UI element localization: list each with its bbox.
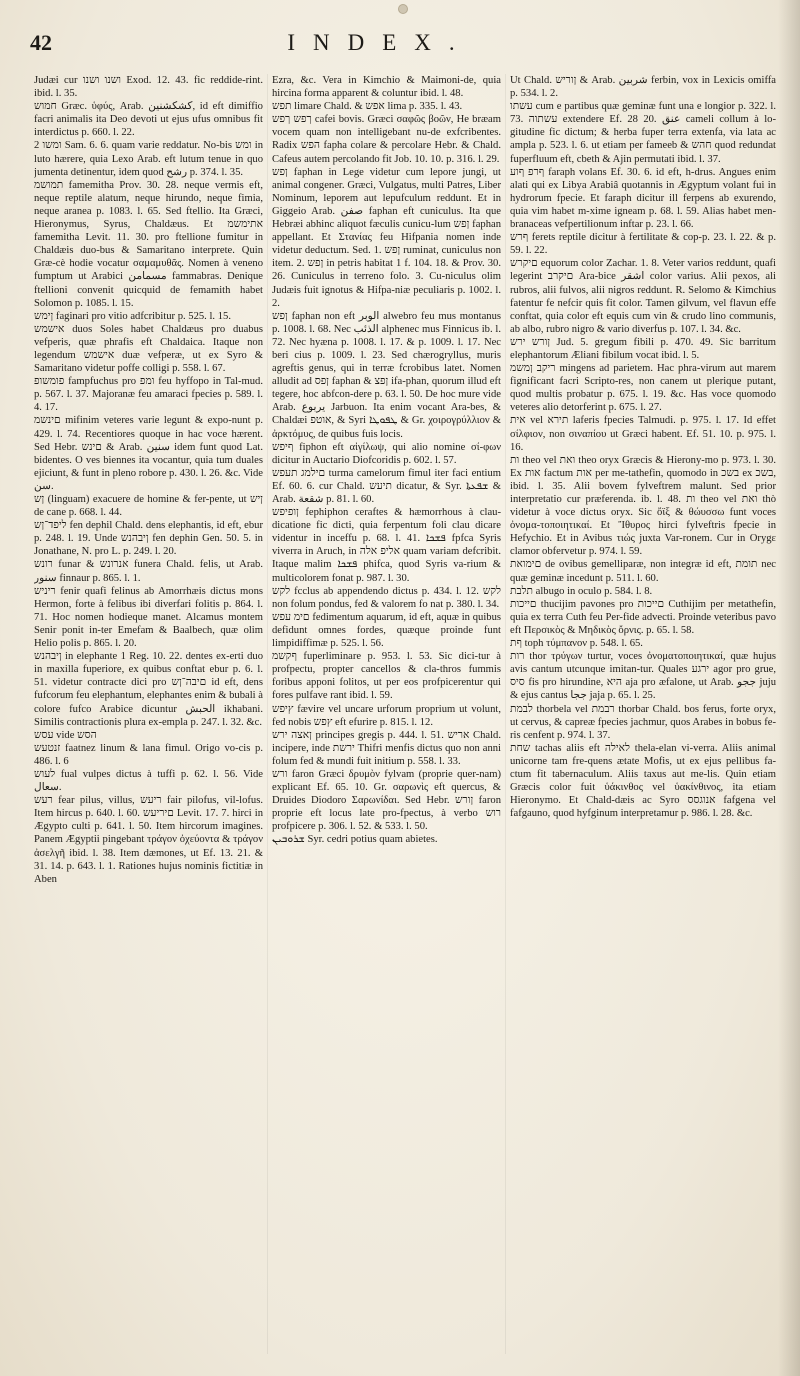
index-entry: ןימש faginari pro vitio adfcribitur p. 525. l. 15. [34, 310, 231, 322]
index-entry: Ezra, &c. Vera in Kimchio & Maimoni-de, quia hircina forma apparent & coluntur ibid. l. 48. [272, 75, 501, 100]
column-divider [267, 74, 268, 1354]
index-entry: ורש faron Græci δρυμὸν fylvam (proprie quer-nam) explicant Ef. 65. 10. Gr. σαρωνὶς eft quercus, & Druides Diodoro Σαρωνίδαι. Sed Hebr. ןורש faron proprie eft locus late pro-fpectus, à verbo רוש profpicere p. 306. l. 52. & 533. l. 50. [272, 768, 501, 833]
page-header [0, 30, 800, 66]
index-entry: םיקרש equorum color Zachar. 1. 8. Veter varios reddunt, quafi legerint םיקרב Ara-bice اشقر color varius. Alii pexos, ali rubros, alii fulvos, alii nigros reddunt. R. Selomo & Kimchius fatentur fe nefcir quis fit color. Tamen gilvum, vel flavun effe conftat, quia color eft equis cum vin & crudo lino communis, ab albo, rubro nigro & vario diverfus p. 107. l. 34. &c. [510, 258, 776, 335]
index-entry: ܫܪܘܒܝܢ Syr. cedri potius quam abietes. [272, 834, 438, 846]
index-entry: עסש vide הסש [34, 729, 97, 741]
index-entry: ריניש fenir quafi felinus ab Amorrhæis dictus mons Hermon, forte à felibus ibi diverfari folitis p. 864. l. 71. Hoc nomen hodieque manet. Alcamus montem Senir ponit in-ter Emefam & Baalbech, quæ olim Helio polis p. 865. l. 20. [34, 585, 263, 650]
index-entry: ןפש faphan in Lege videtur cum lepore jungi, ut animal congener. Græci, Vulgatus, multi Patres, Liber Nominum, leporem aut lepufculum reddunt. Et in Giggeio Arab. صفن faphan eft cuniculus. Ita que Hebræi abhinc aliquot fæculis cunicu-lum ןפש faphan appellant. Et Στανίας feu Hifpania nomen inde videtur deductum. Sed. 1. ןפש ruminat, cuniculus non item. 2. ןפש in petris habitat 1 f. 104. 18. & Prov. 30. 26. Cuniculus in terreno folo. 3. Cu-niculus olim Judæis fuit ignotus & Hifpa-niæ peculiaris p. 1002. l. 2. [272, 166, 501, 309]
index-entry: םילמג תעפש turma camelorum fimul iter faci entium Ef. 60. 6. cur Chald. תיעש dicatur, & Syr. ܫܦܥܬܐ & Arab. شقعة p. 81. l. 60. [272, 467, 501, 505]
index-entry: תלבת albugo in oculo p. 584. l. 8. [510, 585, 653, 597]
index-entry: ףרש ferets reptile dicitur à fertilitate & cop-p. 23. l. 22. & p. 59. l. 22. [510, 232, 776, 257]
index-entry: ומשו 2 Sam. 6. 6. quam varie reddatur. No-bis ומש in luto hærere, quia Lexo Arab. eft lutum tenue in quo jumenta detinentur, idem quod رشح p. 374. l. 35. [34, 140, 263, 178]
index-entry: ךפש ךפש cafei bovis. Græci σαφῶς βοῶν, He bræam vocem quam non intelligebant nu-de exfcribentes. Radix הפש fapha colare & percolare Hebr. & Chald. Cafeus autem percolando fit Job. 10. 10. p. 316. l. 29. [272, 114, 501, 165]
running-head-index: INDEX. [287, 30, 473, 55]
index-entry: ןורש ירש Jud. 5. gregum fibili p. 470. 49. Sic barritum elephantorum Æliani fibilum vocat ibid. l. 5. [510, 336, 776, 361]
index-entry: לבמת thorbela vel רבמת thorbar Chald. bos ferus, forte oryx, ut cervus, & capreæ fpecies jachmur, quos Arabes in bobus fe-ris cenfent p. 974. l. 37. [510, 703, 776, 741]
index-entry: תפש limare Chald. & אפש lima p. 335. l. 43. [272, 101, 463, 113]
index-entry: ות theo vel ואת theo oryx Græcis & Hierony-mo p. 973. l. 30. Ex אות factum אות per me-tathefin, quomodo in בשכ ex בשכ, ibid. l. 35. Alii bovem fylveftrem malunt. Sed prior interpretatio cur præferenda. ib. l. 48. ות theo vel ואת thò videtur à voce dictus oryx. Sic ὄϊξ & θώυσσω funt voces ὀνομα-τοποιητικαί. Et Ἴθυρος hirci fylveftris fpecie in Hefychio. Et in Avibus τιώς juxta Var-ronem. Cur in Orygε clamor obfervetur p. 974. l. 59. [510, 454, 776, 558]
index-entry: רונש funar & אנרונש funera Chald. felis, ut Arab. سنور finnaur p. 865. l. 1. [34, 559, 263, 584]
index-entry: ליפד־ןש fen dephil Chald. dens elephantis, id eft, ebur p. 248. l. 19. Unde ןיבהנש fen dephin Gen. 50. 5. in Jonathane, N. pro L. p. 249. l. 20. [34, 520, 263, 558]
index-entry: אישמש duos Soles habet Chaldæus pro duabus vefperis, quæ phrafis eft Chaldaica. Itaque non legendum אישמש duæ vefperæ, ut ex Syro & Samaritano videtur poffe colligi p. 558. l. 67. [34, 323, 263, 375]
index-entry: עשתו cum e partibus quæ geminæ funt una e longior p. 322. l. 73. עשתוה extendere Ef. 28 20. عنق cameli collum à lo-gitudine fic dictum; & herba fuper terra extenfa, via lata ac ampla p. 523. l. 6. ut etiam per fameeb & חהש quod redundat fuperfluum eft, cbeth & Ajin permutati ibid. l. 37. [510, 101, 776, 165]
index-entry: שחת tachas aliis eft לאילה thela-elan vi-verra. Aliis animal unicorne tam fre-quens ætate Mofis, ut ex ejus pellibus fa-ctum fit tabernaculum. Aliis taxus aut me-lis. Quin etiam Græcis color fuit ὑάκινθος vel ὑακίνθινος, ita etiam Hieronymo. Et Chald-dæis ac Syro אנוגסס fafgena vel fafgauno, quod hyfginum interpretamur p. 986. l. 28. &c. [510, 742, 776, 820]
index-entry: זנטעש faatnez linum & lana fimul. Origo vo-cis p. 486. l. 6 [34, 742, 263, 767]
index-entry: לעוש fual vulpes dictus à tuffi p. 62. l. 56. Vide سعال. [34, 768, 263, 794]
index-entry: ןפש faphan non eft الوبر alwebro feu mus montanus p. 1008. l. 68. Nec الذئب alphenec mus Finnicus ib. l. 72. Nec hyæna p. 1008. l. 17. & p. 1009. l. 17. Nec beri cius p. 1009. l. 23. Sed chærogryllus, muris agreftis genus, qui in terræ fcrobibus latet. Nomen alludit ad ןפס faphan & ןפצ ifa-phan, quorum illud eft tegere, hoc abfcon-dere p. 63. l. 50. De hoc mure vide Arab. يربوع Jarbuon. Ita enim vocant Ara-bes, & Chaldæi אוטפ, & Syri ܛܦܘܛܐ & Gr. χοιρογρύλλιον & ἀρκτόμυς, de quibus fuis locis. [272, 310, 501, 440]
index-entry: ץיפש fævire vel uncare urforum proprium ut volunt, fed nobis ץפש eft efurire p. 815. l. 12. [272, 703, 501, 728]
index-entry: ןיבהנש in elephante 1 Reg. 10. 22. dentes ex-erti duo in maxilla fuperiore, ex quibus conftat ebur p. 6. l. 51. videtur contracte dici pro םיבה־ןש id eft, dens fufcorum feu elephantum, elephantes enim & bubali à colore fufco Arabice dicuntur الحبش ikhabani. Similis contractionis plura ex-empla p. 247. l. 32. &c. [34, 651, 263, 728]
index-entry: אית vel תירא laferis fpecies Talmudi. p. 975. l. 17. Id effet σίλφιον, non σιναπίου ut Græci habent. Ef. 51. 10. p. 975. l. 16. [510, 415, 776, 453]
index-entry: Ut Chald. ןוריש & Arab. شربين ferbin, vox in Lexicis omiffa p. 534. l. 2. [510, 75, 776, 100]
index-entry: ןש (linguam) exacuere de homine & fer-pente, ut ןיש de cane p. 668. l. 44. [34, 494, 263, 519]
page-number: 42 [30, 30, 52, 55]
index-entry: תמושמ famemitha Prov. 30. 28. neque vermis eft, neque reptile alatum, neque hirundo, neque fimia, neque aranea p. 1083. l. 65. Sed ftellio. Ita Græci, Hieronymus, Syrus, Chaldæus. Et אתימשמ famemitha Levit. 11. 30. pro ftellione fumitur in Chaldæis duo-bus & Samaritano interprete. Quin Græ-cè hodie vocatur σαμαμυθᾶς. Nomen à veneno fumptum ut Arabici مسمامن fammabras. Denique ftellioni convenit quicquid de femamith habet Solomon p. 1085. l. 15. [34, 179, 263, 309]
text-column-middle [272, 74, 501, 1364]
index-entry: חמוש Græc. ὑφύς, Arab. كشكشنين, id eft dimiffio facri animalis ita Deo devoti ut ejus ufus omnibus fit interdictus p. 660. l. 22. [34, 101, 263, 139]
index-entry: ןאצה ירש principes gregis p. 444. l. 51. אריש Chald. incipere, inde ירשת Thifri menfis dictus quo non anni folum fed & mundi fuit initium p. 558. l. 33. [272, 729, 501, 767]
index-entry: ףת toph τύμπανον p. 548. l. 65. [510, 638, 643, 650]
index-entry: ףיפש fiphon eft αἰγίλωψ, qui alio nomine σί-φων dicitur in Auctario Diofcoridis p. 602. l. 57. [272, 441, 501, 466]
column-divider [505, 74, 506, 1354]
index-entry: לקש fcclus ab appendendo dictus p. 434. l. 12. לקש non folum pondus, fed & valorem fo nat p. 380. l. 34. [272, 585, 501, 610]
index-entry: ףרפ ףוע faraph volans Ef. 30. 6. id eft, h-drus. Angues enim alati qui ex Libya Arabiâ quotannis in Ægyptum volant fui in hydrorum fpecie. Et faraph dicitur ill ferpens ab exurendo, quia vim habet m-xime igneam p. 68. l. 59. Alias habet men-branaceas vefpertilionum inftar p. 23. l. 66. [510, 166, 776, 231]
index-entry: םימואת de ovibus gemelliparæ, non integræ id eft, תומת nec quæ geminæ incedunt p. 511. l. 60. [510, 559, 776, 584]
text-column-left [34, 74, 263, 1364]
index-entry: רעש fear pilus, villus, ריעש fair pilofus, vil-lofus. Item hircus p. 640. l. 60. םיריעש Levit. 17. 7. hirci in Ægypto culti p. 641. l. 50. Item hircorum imagines. Panem Ægyptii pingebant τράγον ὀχεύοντα & τράγον ἀσελγῆ ibid. l. 38. Item dæmones, ut Ef. 13. 21. & 31. 14. p. 643. l. 1. Rationes hujus nominis fictitiæ in Aben [34, 795, 263, 885]
index-entry: םינשמ mifinim veteres varie legunt & expo-nunt p. 429. l. 74. Recentiores quoque in hac voce hærent. Sed Hebr. םינש & Arab. سنين idem funt quod Lat. bidentes. O ves biennes ita vocantur, quia tum duales ejiciunt, & funt in pleno robore p. 430. l. 26. &c. Vide سن. [34, 415, 263, 492]
index-entry: ףקשמ fuperliminare p. 953. l. 53. Sic dici-tur à profpectu, propter cancellos & cla-thros fummis foribus apponi folitos, ut per eos profpicerentur qui fores pulfave rant ibid. l. 59. [272, 651, 501, 702]
text-column-right [510, 74, 776, 1364]
index-entry: ריקב ןמשמ mingens ad parietem. Hac phra-virum aut marem fignificant facri Scripto-res, non canem ut plerique putant, quod multis probatur p. 675. l. 19. &c. Has voce quomodo veteres alio detorferint p. 675. l. 27. [510, 363, 776, 414]
index-entry: ןופיפש fephiphon ceraftes & hæmorrhous à clau-dicatione fic dicti, quia ferpentum foli clau dicare videntur in inceffu p. 68. l. 41. ܦܫܟܐ fpfca Syris viverra in Aruch, in אליפ אלה quam variam defcribit. Itaque malim ܦܫܟܐ phifca, quod Syris va-rium & multicolorem fonat p. 987. l. 30. [272, 507, 501, 584]
index-entry: פומשופ fampfuchus pro ומפ feu hyffopo in Tal-mud. p. 567. l. 37. Majoranæ feu amaraci fpecies p. 589. l. 4. 17. [34, 376, 263, 414]
index-entry: Judæi cur ושנו ושנו Exod. 12. 43. fic reddide-rint. ibid. l. 35. [34, 75, 263, 100]
index-entry: םייכות thucijim pavones pro םייכות Cuthijim per metathefin, quia ex terra Cuth feu Per-fide advecti. Proinde veteribus pavo eft Περσικὸς & Μηδικὸς ὄρνις. p. 65. l. 58. [510, 598, 776, 636]
index-entry: םימ עפש fedimentum aquarum, id eft, aquæ in quibus defidunt omnes fordes, quæque proinde funt limpidiffimæ p. 525. l. 56. [272, 611, 501, 650]
page-edge-shadow [778, 0, 800, 1376]
binding-hole-mark [398, 4, 408, 14]
index-entry: רות thor τρύγων turtur, voces ὀνοματοποιητικαί, quæ hujus avis cantum utcunque imitan-tur. Quales ירגע agor pro grue, סיס fis pro hirundine, היא aja pro æfalone, ut Arab. ججو juju & ejus cantus ججا jaja p. 65. l. 25. [510, 651, 776, 702]
